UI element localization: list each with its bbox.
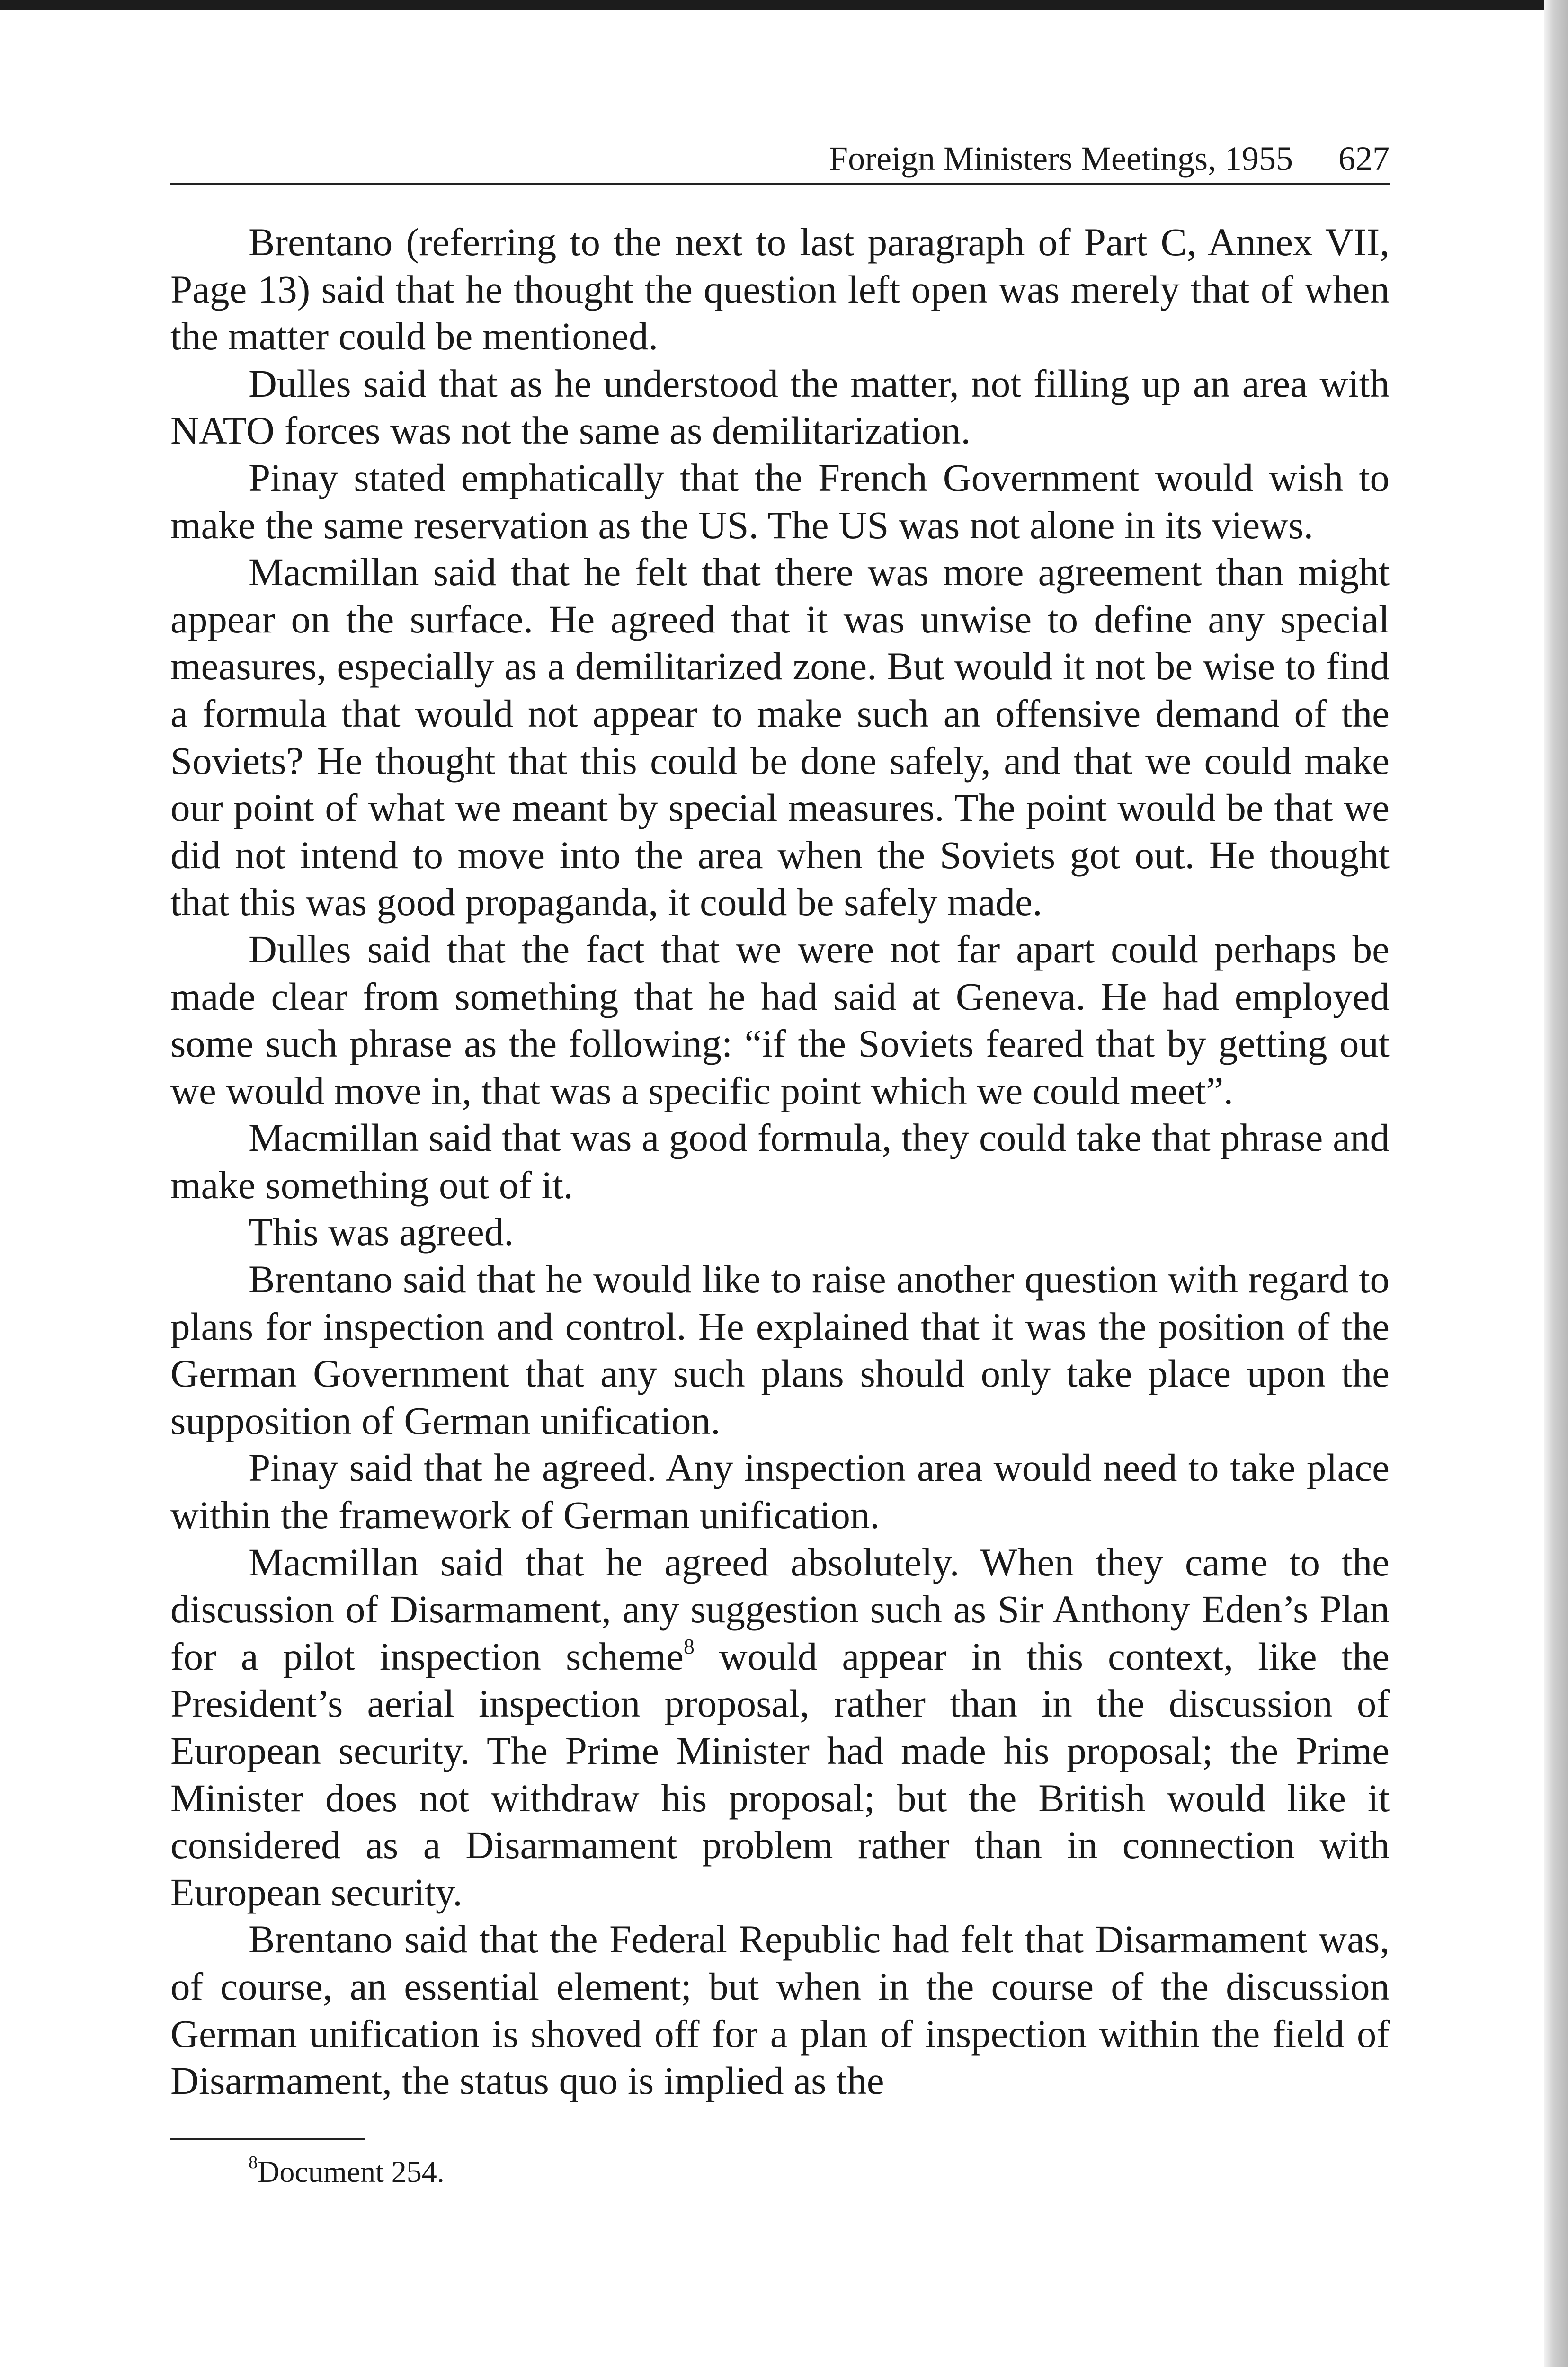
paragraph-text-before-note: Macmillan said that he agreed absolutely. When they came to the discussion of Disarmament, any suggestion such as Sir Anthony Eden’s Plan for a pilot inspection scheme [170,1540,1390,1678]
paragraph-macmillan-disarmament [170,1539,1390,1916]
document-page [170,137,1390,2191]
footnote-marker: 8 [249,2152,258,2172]
paragraph-pinay-reservation: Pinay stated emphatically that the French Government would wish to make the same reservation as the US. The US was not alone in its views. [170,455,1390,547]
scan-right-edge [1544,0,1568,2367]
paragraph-dulles-geneva: Dulles said that the fact that we were not far apart could perhaps be made clear from something that he had said at Geneva. He had employed some such phrase as the following: “if the Soviets feared that by getting out we would move in, that was a specific point which we could meet”. [170,927,1390,1112]
running-head-title: Foreign Ministers Meetings, 1955 [829,140,1293,178]
paragraph-text-after-note: would appear in this context, like the President’s aerial inspection proposal, rather than in the discussion of European security. The Prime Minister had made his proposal; the Prime Minister does not withdraw his proposal; but the British would like it considered as a Disarmament problem rather than in connection with European security. [170,1634,1390,1914]
scan-top-edge [0,0,1568,10]
paragraph-dulles-nato: Dulles said that as he understood the matter, not filling up an area with NATO forces was not the same as demilitarization. [170,361,1390,453]
running-head [170,137,1390,185]
paragraph-pinay-unification: Pinay said that he agreed. Any inspection area would need to take place within the framework of German unification. [170,1446,1390,1537]
paragraph-brentano-inspection: Brentano said that he would like to raise another question with regard to plans for inspection and control. He explained that it was the position of the German Government that any such plans should only take place upon the supposition of German unification. [170,1257,1390,1442]
paragraph-agreed: This was agreed. [249,1210,514,1254]
paragraph-macmillan-agrees: Macmillan said that was a good formula, they could take that phrase and make something out of it. [170,1116,1390,1207]
paragraph-brentano-federal-republic: Brentano said that the Federal Republic had felt that Disarmament was, of course, an essential element; but when in the course of the discussion German unification is shoved off for a plan of inspection within the field of Disarmament, the status quo is implied as the [170,1917,1390,2103]
footnote-text: Document 254. [258,2154,445,2189]
footnote [170,2153,1390,2191]
body-text [170,219,1390,2105]
footnote-divider [170,2138,365,2140]
paragraph-brentano-annex: Brentano (referring to the next to last paragraph of Part C, Annex VII, Page 13) said that he thought the question left open was merely that of when the matter could be mentioned. [170,220,1390,358]
paragraph-macmillan-formula: Macmillan said that he felt that there was more agreement than might appear on the surface. He agreed that it was unwise to define any special measures, especially as a demilitarized zone. But would it not be wise to find a formula that would not appear to make such an offensive demand of the Soviets? He thought that this could be done safely, and that we could make our point of what we meant by special measures. The point would be that we did not intend to move into the area when the Soviets got out. He thought that this was good propaganda, it could be safely made. [170,550,1390,924]
page-number: 627 [1338,140,1390,178]
footnote-reference: 8 [683,1634,695,1658]
